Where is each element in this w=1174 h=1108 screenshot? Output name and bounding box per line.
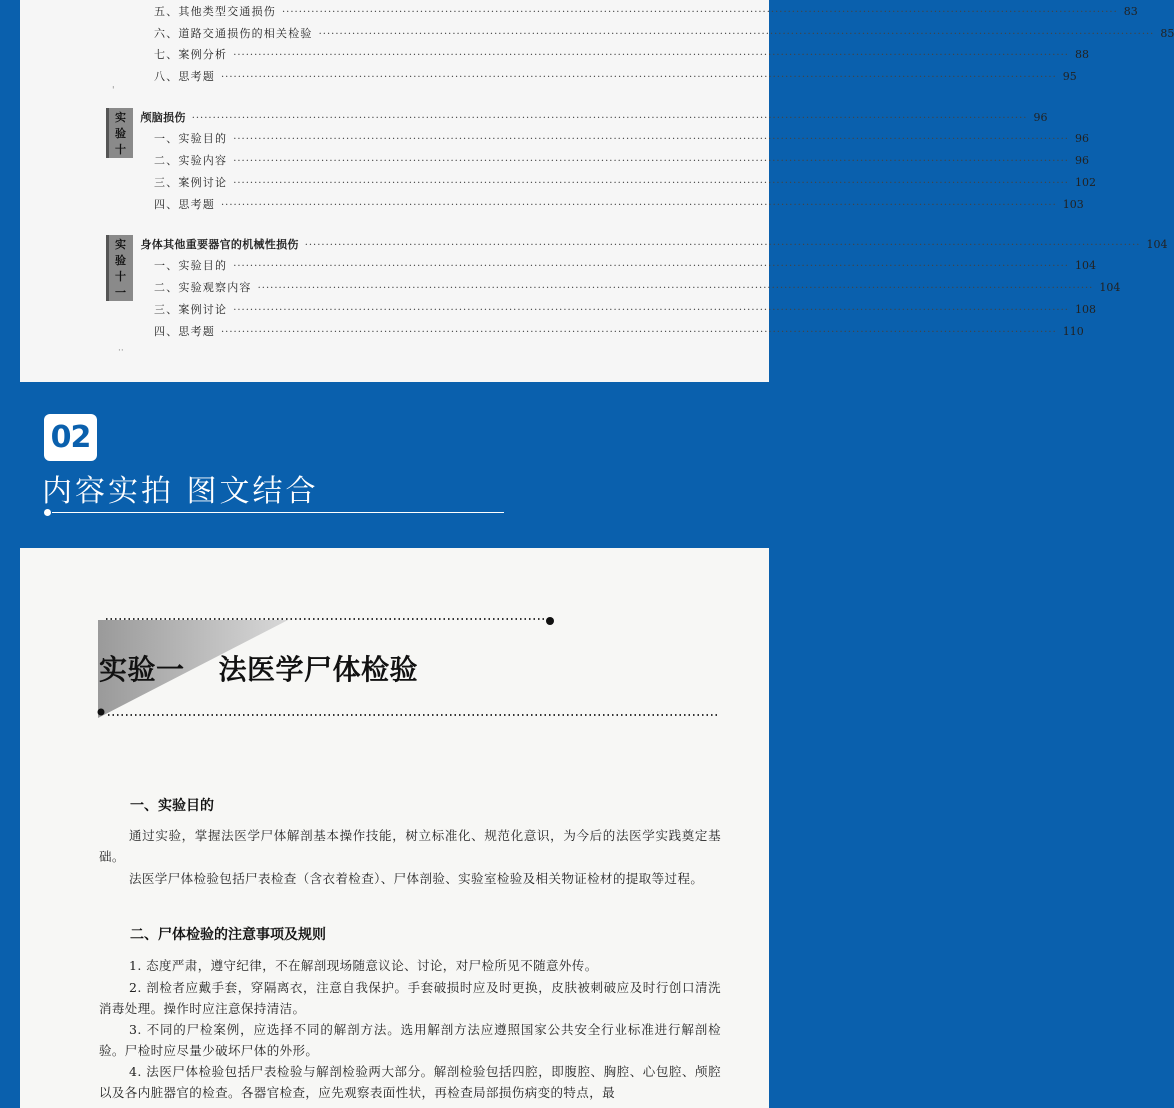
toc-item-label: 七、案例分析 xyxy=(154,48,228,61)
banner-dot-start xyxy=(98,709,105,716)
toc-item xyxy=(154,323,1084,339)
toc-item xyxy=(154,257,1096,273)
section-rule-dot xyxy=(44,509,51,516)
toc-chapter-title: 颅脑损伤 xyxy=(140,111,186,124)
toc-page-number: 104 xyxy=(1074,259,1096,272)
toc-item xyxy=(154,196,1084,212)
scan-mark: ' xyxy=(112,86,115,96)
toc-item xyxy=(154,301,1096,317)
toc-item-label: 八、思考题 xyxy=(154,70,215,83)
toc-item-label: 四、思考题 xyxy=(154,198,215,211)
section-number-badge: 02 xyxy=(44,414,97,461)
toc-item-label: 一、实验目的 xyxy=(154,259,228,272)
scan-mark: ·· xyxy=(118,346,124,356)
chapter-heading xyxy=(99,648,418,688)
rule-item: 1. 态度严肃，遵守纪律，不在解剖现场随意议论、讨论，对尸检所见不随意外传。 xyxy=(129,958,598,973)
paragraph: 法医学尸体检验包括尸表检查（含衣着检查）、尸体剖验、实验室检验及相关物证检材的提取等过程。 xyxy=(129,871,704,886)
leader-dots: ········································································································································································································ xyxy=(318,29,1155,40)
toc-page-number: 108 xyxy=(1074,303,1096,316)
section-rule xyxy=(52,512,504,513)
toc-item xyxy=(154,68,1077,84)
leader-dots: ········································································································································································································ xyxy=(233,178,1069,189)
leader-dots: ········································································································································································································ xyxy=(233,305,1069,316)
toc-item-label: 一、实验目的 xyxy=(154,132,228,145)
chapter-badge: 实验十一 xyxy=(106,235,133,301)
toc-item-label: 四、思考题 xyxy=(154,325,215,338)
toc-page-number: 103 xyxy=(1062,198,1084,211)
toc-item-label: 二、实验观察内容 xyxy=(154,281,252,294)
section-title: 内容实拍 图文结合 xyxy=(42,474,319,509)
toc-item-label: 六、道路交通损伤的相关检验 xyxy=(154,27,313,40)
leader-dots: ········································································································································································································ xyxy=(304,240,1141,251)
toc-item xyxy=(154,25,1174,41)
toc-page-number: 104 xyxy=(1146,238,1168,251)
toc-item xyxy=(154,3,1138,19)
leader-dots: ········································································································································································································ xyxy=(191,113,1028,124)
toc-page-number: 96 xyxy=(1074,132,1089,145)
leader-dots: ········································································································································································································ xyxy=(233,261,1069,272)
toc-page-number: 102 xyxy=(1074,176,1096,189)
toc-item-label: 三、案例讨论 xyxy=(154,176,228,189)
toc-item xyxy=(154,279,1121,295)
paragraph: 通过实验，掌握法医学尸体解剖基本操作技能，树立标准化、规范化意识，为今后的法医学实践奠定基础。 xyxy=(99,828,721,864)
rule-item: 2. 剖检者应戴手套，穿隔离衣，注意自我保护。手套破损时应及时更换，皮肤被刺破应及时行创口清洗消毒处理。操作时应注意保持清洁。 xyxy=(99,980,721,1016)
toc-page-number: 95 xyxy=(1062,70,1077,83)
heading-purpose: 一、实验目的 xyxy=(130,798,214,814)
chapter-title: 法医学尸体检验 xyxy=(218,653,419,686)
leader-dots: ········································································································································································································ xyxy=(282,7,1118,18)
leader-dots: ········································································································································································································ xyxy=(233,156,1069,167)
toc-item-label: 五、其他类型交通损伤 xyxy=(154,5,276,18)
chapter-badge: 实验十 xyxy=(106,108,133,158)
rule-item: 3. 不同的尸检案例，应选择不同的解剖方法。选用解剖方法应遵照国家公共安全行业标准进行解剖检验。尸检时应尽量少破坏尸体的外形。 xyxy=(99,1022,721,1058)
toc-chapter-title: 身体其他重要器官的机械性损伤 xyxy=(140,238,299,251)
toc-page-number: 83 xyxy=(1123,5,1138,18)
toc-page-number: 104 xyxy=(1099,281,1121,294)
toc-item xyxy=(154,130,1089,146)
toc-item xyxy=(154,152,1089,168)
toc-item-label: 二、实验内容 xyxy=(154,154,228,167)
toc-item-label: 三、案例讨论 xyxy=(154,303,228,316)
banner-dot-end xyxy=(546,617,554,625)
toc-page-number: 85 xyxy=(1160,27,1174,40)
leader-dots: ········································································································································································································ xyxy=(233,50,1069,61)
toc-item xyxy=(154,174,1096,190)
toc-page-number: 96 xyxy=(1033,111,1048,124)
leader-dots: ········································································································································································································ xyxy=(233,134,1069,145)
toc-page-number: 96 xyxy=(1074,154,1089,167)
toc-item xyxy=(154,46,1089,62)
heading-rules: 二、尸体检验的注意事项及规则 xyxy=(130,927,326,943)
chapter-number: 实验一 xyxy=(99,653,185,686)
leader-dots: ········································································································································································································ xyxy=(221,200,1057,211)
leader-dots: ········································································································································································································ xyxy=(221,327,1057,338)
leader-dots: ········································································································································································································ xyxy=(221,72,1057,83)
leader-dots: ········································································································································································································ xyxy=(257,283,1094,294)
toc-page-number: 110 xyxy=(1062,325,1084,338)
toc-page-number: 88 xyxy=(1074,48,1089,61)
rule-item: 4. 法医尸体检验包括尸表检验与解剖检验两大部分。解剖检验包括四腔，即腹腔、胸腔、心包腔、颅腔以及各内脏器官的检查。各器官检查，应先观察表面性状，再检查局部损伤病变的特点，最 xyxy=(99,1064,721,1100)
